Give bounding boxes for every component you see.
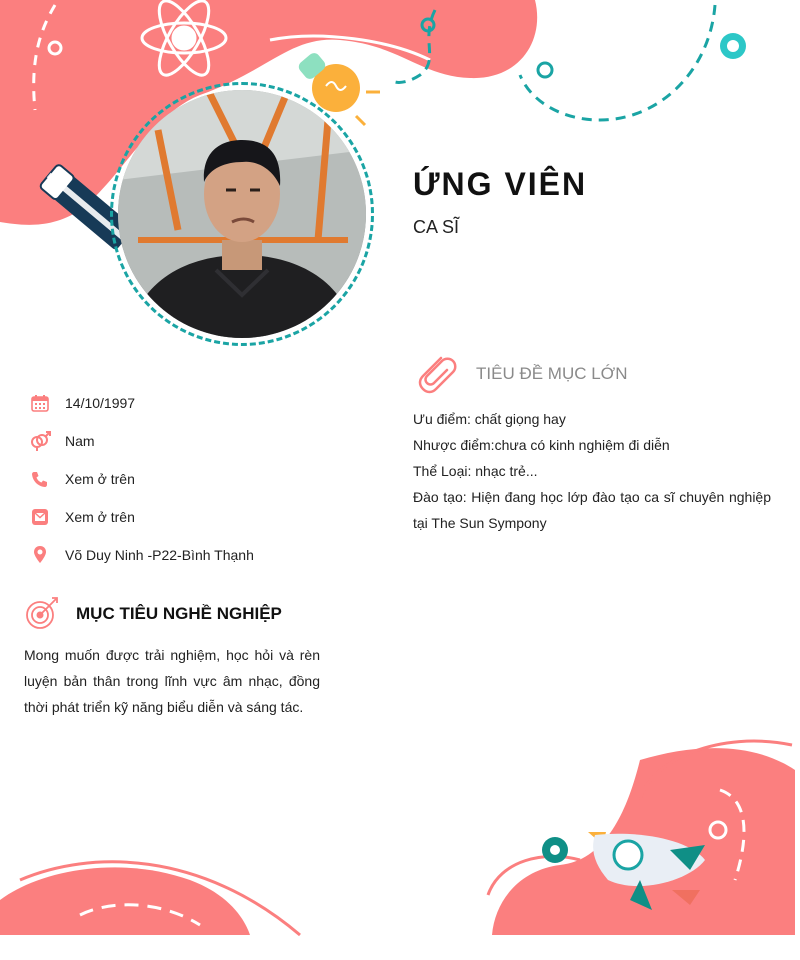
portrait-illustration	[118, 90, 366, 338]
contact-row-gender	[28, 422, 358, 460]
phone-icon	[28, 467, 52, 491]
contact-row-email	[28, 498, 358, 536]
weakness-line: Nhược điểm:chưa có kinh nghiệm đi diễn	[413, 437, 670, 453]
birthday-text: 14/10/1997	[65, 395, 136, 411]
main-section-title: TIÊU ĐỀ MỤC LỚN	[476, 364, 628, 383]
gender-text: Nam	[65, 433, 95, 449]
career-objective-section	[24, 594, 320, 720]
career-objective-header	[24, 594, 320, 634]
career-objective-text: Mong muốn được trải nghiệm, học hỏi và rèn luyện bản thân trong lĩnh vực âm nhạc, đồng thời phát triển kỹ năng biểu diễn và sáng tác.	[24, 647, 320, 715]
candidate-role: CA SĨ	[413, 217, 460, 237]
contact-row-birthday	[28, 384, 358, 422]
target-icon	[24, 595, 62, 633]
contact-info	[28, 384, 358, 574]
candidate-name: ỨNG VIÊN	[413, 166, 588, 202]
calendar-icon	[28, 391, 52, 415]
contact-row-phone	[28, 460, 358, 498]
main-section-header	[413, 352, 771, 396]
profile-photo	[110, 82, 374, 346]
avatar	[118, 90, 366, 338]
main-section-content	[413, 406, 771, 536]
main-section	[413, 352, 771, 536]
phone-text: Xem ở trên	[65, 471, 135, 487]
genre-line: Thể Loại: nhạc trẻ...	[413, 463, 538, 479]
strength-line: Ưu điểm: chất giọng hay	[413, 411, 566, 427]
email-icon	[28, 505, 52, 529]
address-text: Võ Duy Ninh -P22-Bình Thạnh	[65, 547, 254, 563]
gender-icon	[28, 429, 52, 453]
training-line: Đào tạo: Hiện đang học lớp đào tạo ca sĩ chuyên nghiệp tại The Sun Sympony	[413, 489, 771, 531]
paperclip-icon	[413, 352, 457, 396]
contact-row-address	[28, 536, 358, 574]
career-objective-title: MỤC TIÊU NGHỀ NGHIỆP	[76, 604, 282, 623]
location-pin-icon	[28, 543, 52, 567]
email-text: Xem ở trên	[65, 509, 135, 525]
